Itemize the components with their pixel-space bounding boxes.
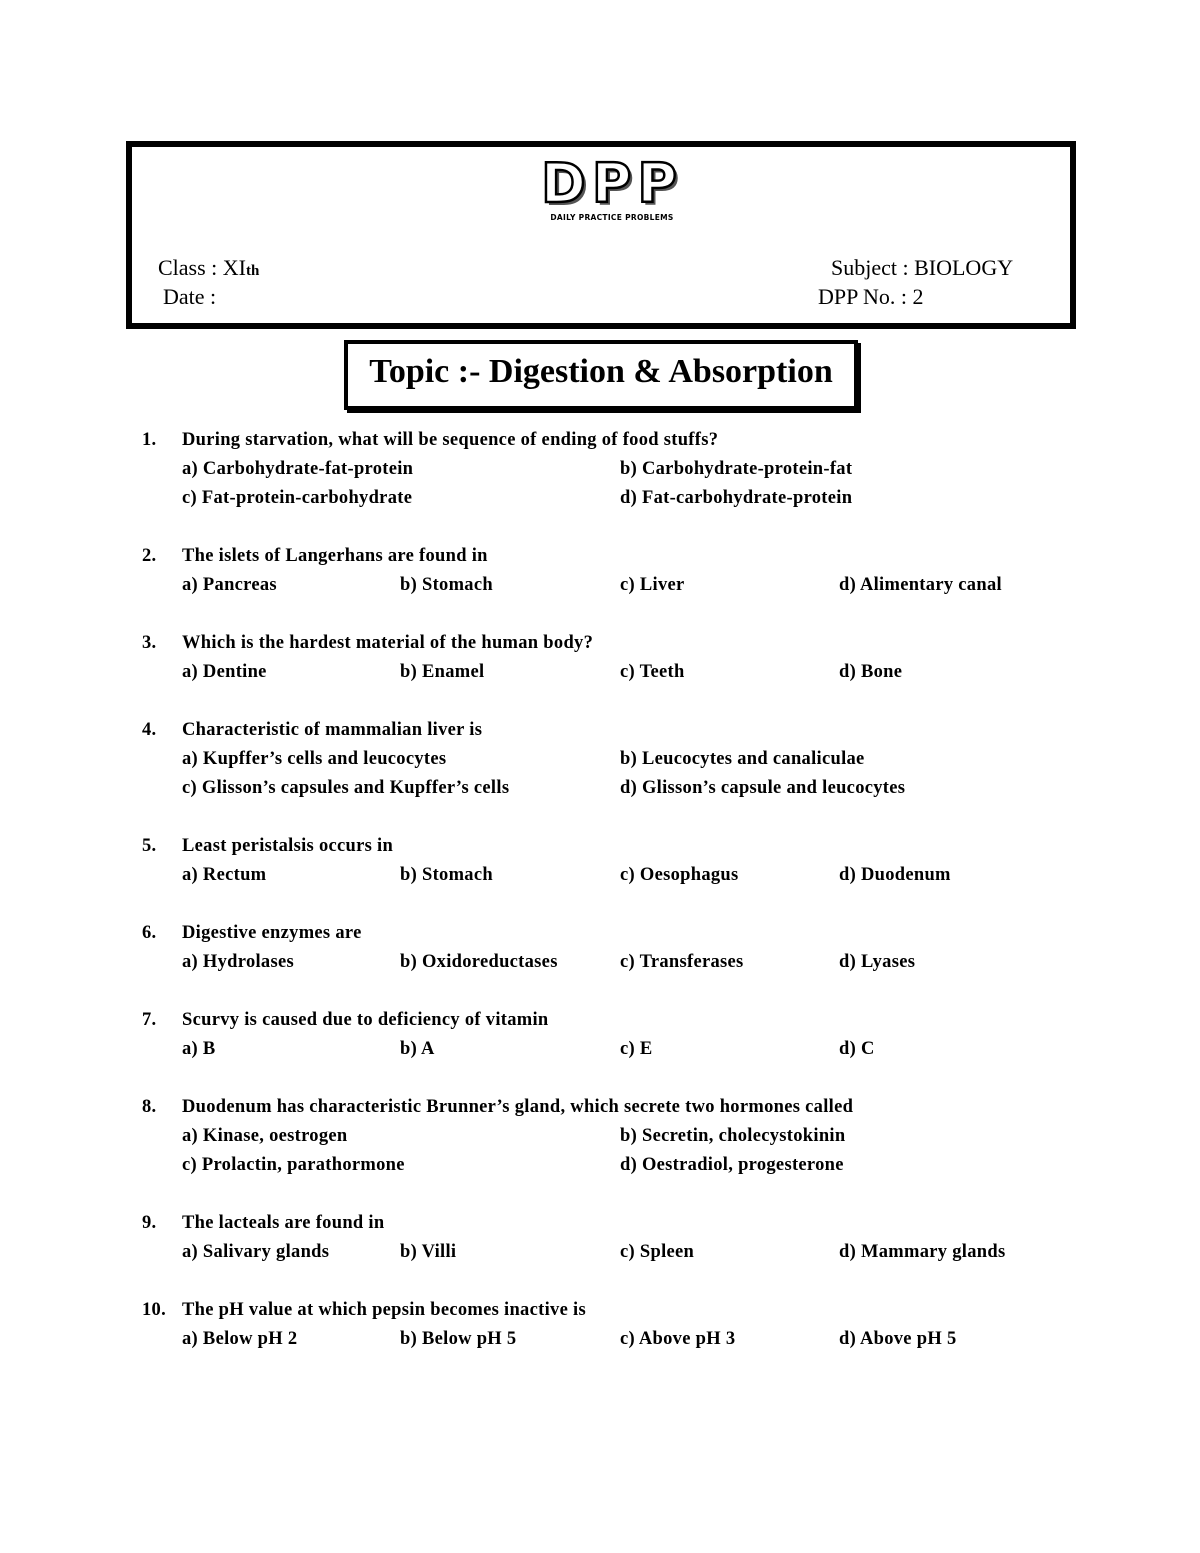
question-10 — [142, 1296, 1052, 1354]
option-d: d) Glisson’s capsule and leucocytes — [620, 778, 906, 798]
option-a: a) B — [182, 1039, 216, 1059]
option-d: d) C — [839, 1039, 875, 1059]
option-c: c) Teeth — [620, 662, 685, 682]
question-number: 4. — [142, 720, 157, 740]
option-a: a) Kinase, oestrogen — [182, 1126, 348, 1146]
option-a: a) Rectum — [182, 865, 267, 885]
logo-subtitle: DAILY PRACTICE PROBLEMS — [550, 213, 674, 222]
question-list — [142, 426, 1052, 1383]
question-text: Which is the hardest material of the human body? — [182, 633, 594, 653]
option-d: d) Duodenum — [839, 865, 951, 885]
option-a: a) Carbohydrate-fat-protein — [182, 459, 414, 479]
question-number: 8. — [142, 1097, 157, 1117]
subject-field: Subject : BIOLOGY — [831, 255, 1014, 280]
dpp-logo — [532, 152, 692, 222]
option-d: d) Mammary glands — [839, 1242, 1006, 1262]
question-number: 9. — [142, 1213, 157, 1233]
date-field: Date : — [163, 284, 217, 309]
topic-title: Topic :- Digestion & Absorption — [369, 353, 833, 390]
question-number: 10. — [142, 1300, 167, 1320]
question-number: 2. — [142, 546, 157, 566]
option-d: d) Above pH 5 — [839, 1329, 957, 1349]
option-c: c) Oesophagus — [620, 865, 739, 885]
option-a: a) Salivary glands — [182, 1242, 330, 1262]
question-text: The lacteals are found in — [182, 1213, 385, 1233]
option-b: b) Secretin, cholecystokinin — [620, 1126, 846, 1146]
option-a: a) Kupffer’s cells and leucocytes — [182, 749, 447, 769]
question-number: 6. — [142, 923, 157, 943]
option-c: c) Transferases — [620, 952, 744, 972]
question-8 — [142, 1093, 1052, 1180]
option-a: a) Dentine — [182, 662, 267, 682]
question-number: 5. — [142, 836, 157, 856]
option-d: d) Alimentary canal — [839, 575, 1002, 595]
topic-box — [344, 340, 858, 410]
option-c: c) Fat-protein-carbohydrate — [182, 488, 413, 508]
question-text: During starvation, what will be sequence of ending of food stuffs? — [182, 430, 719, 450]
option-d: d) Bone — [839, 662, 903, 682]
option-c: c) Spleen — [620, 1242, 695, 1262]
option-c: c) Prolactin, parathormone — [182, 1155, 405, 1175]
question-number: 7. — [142, 1010, 157, 1030]
question-6 — [142, 919, 1052, 977]
question-text: Scurvy is caused due to deficiency of vitamin — [182, 1010, 549, 1030]
option-d: d) Fat-carbohydrate-protein — [620, 488, 853, 508]
question-text: Least peristalsis occurs in — [182, 836, 394, 856]
logo-text: DPP — [541, 152, 683, 215]
option-b: b) Enamel — [400, 662, 485, 682]
question-9 — [142, 1209, 1052, 1267]
question-text: Characteristic of mammalian liver is — [182, 720, 483, 740]
question-5 — [142, 832, 1052, 890]
header-box — [126, 141, 1076, 329]
option-c: c) Above pH 3 — [620, 1329, 736, 1349]
option-b: b) Stomach — [400, 865, 493, 885]
option-c: c) Liver — [620, 575, 685, 595]
question-number: 3. — [142, 633, 157, 653]
option-a: a) Hydrolases — [182, 952, 294, 972]
class-field — [158, 255, 259, 284]
option-a: a) Pancreas — [182, 575, 277, 595]
question-text: Duodenum has characteristic Brunner’s gland, which secrete two hormones called — [182, 1097, 854, 1117]
question-4 — [142, 716, 1052, 803]
class-suffix: th — [246, 263, 260, 279]
question-1 — [142, 426, 1052, 513]
option-b: b) Leucocytes and canaliculae — [620, 749, 865, 769]
question-text: The islets of Langerhans are found in — [182, 546, 488, 566]
option-b: b) Villi — [400, 1242, 457, 1262]
option-b: b) A — [400, 1039, 435, 1059]
option-b: b) Stomach — [400, 575, 493, 595]
option-a: a) Below pH 2 — [182, 1329, 298, 1349]
question-text: Digestive enzymes are — [182, 923, 362, 943]
question-3 — [142, 629, 1052, 687]
option-d: d) Lyases — [839, 952, 916, 972]
class-label: Class : XI — [158, 255, 246, 280]
question-7 — [142, 1006, 1052, 1064]
option-d: d) Oestradiol, progesterone — [620, 1155, 844, 1175]
option-b: b) Oxidoreductases — [400, 952, 558, 972]
option-c: c) E — [620, 1039, 653, 1059]
option-c: c) Glisson’s capsules and Kupffer’s cells — [182, 778, 510, 798]
option-b: b) Carbohydrate-protein-fat — [620, 459, 853, 479]
question-text: The pH value at which pepsin becomes inactive is — [182, 1300, 586, 1320]
question-number: 1. — [142, 430, 157, 450]
option-b: b) Below pH 5 — [400, 1329, 517, 1349]
dpp-number-field: DPP No. : 2 — [818, 284, 924, 309]
question-2 — [142, 542, 1052, 600]
